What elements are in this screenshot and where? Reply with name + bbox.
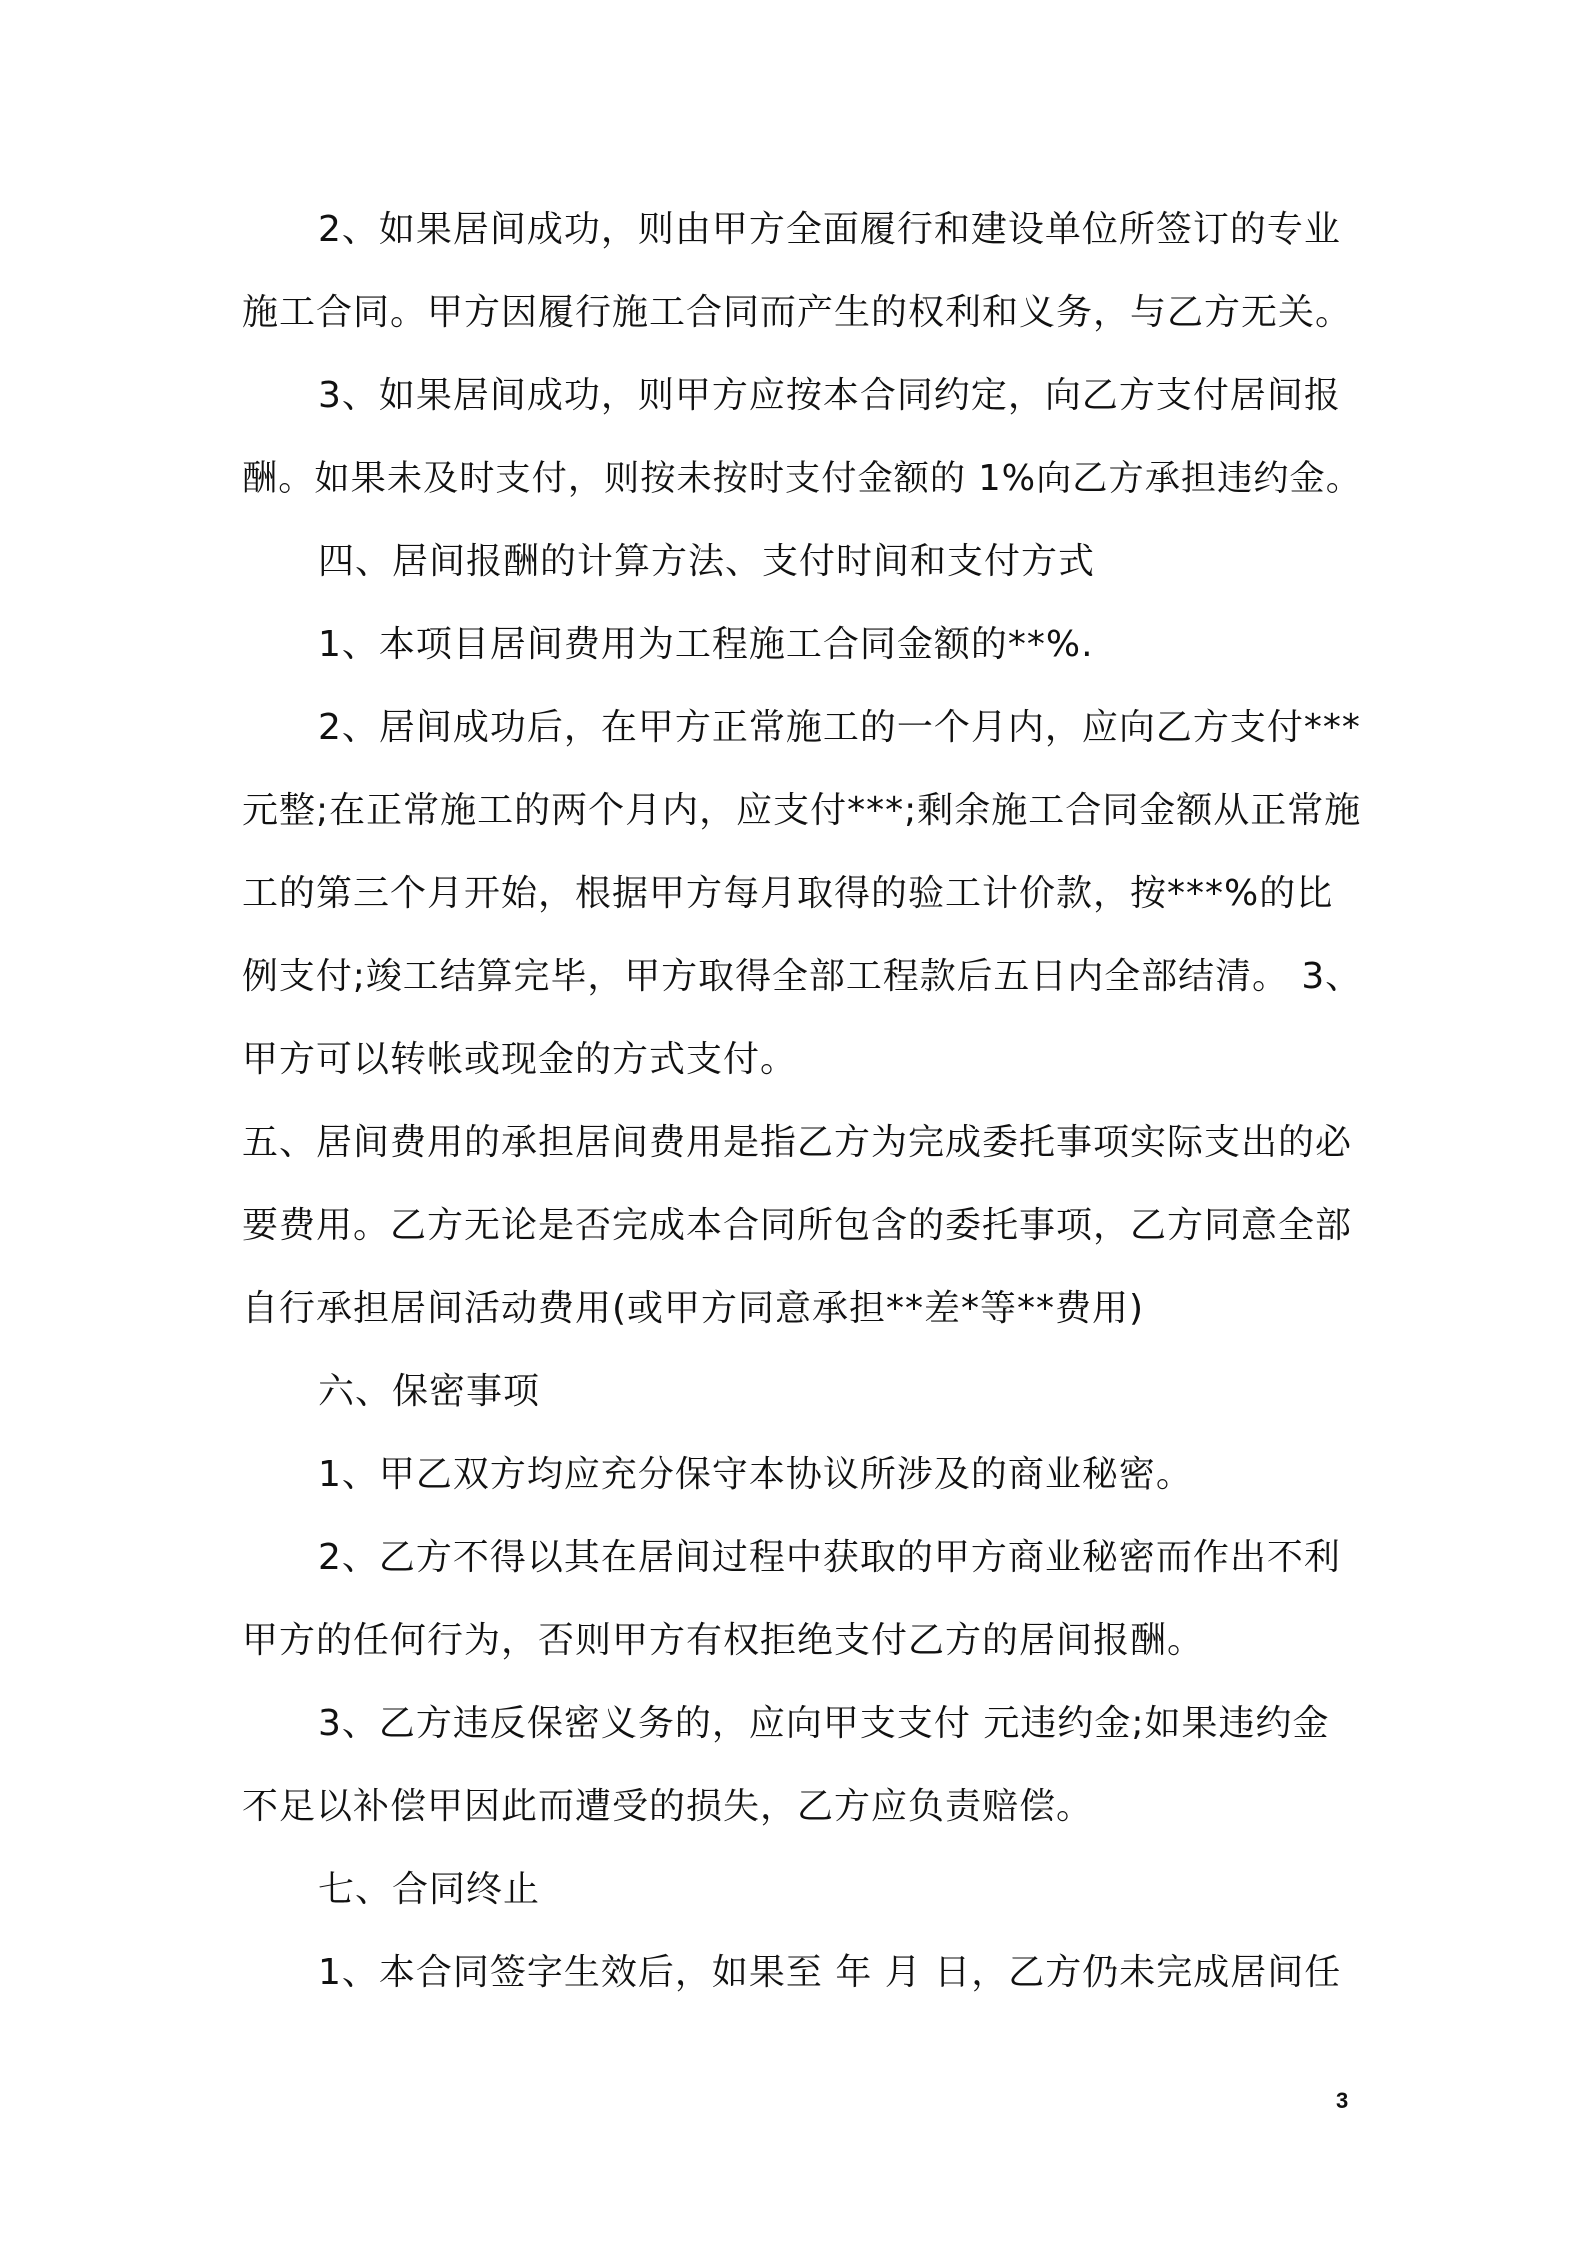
text-line: 3、如果居间成功，则甲方应按本合同约定，向乙方支付居间报 [318, 375, 1341, 416]
text-line: 要费用。乙方无论是否完成本合同所包含的委托事项，乙方同意全部 [242, 1205, 1353, 1246]
text-line: 自行承担居间活动费用(或甲方同意承担**差*等**费用) [242, 1288, 1145, 1329]
text-line: 2、乙方不得以其在居间过程中获取的甲方商业秘密而作出不利 [318, 1537, 1341, 1578]
text-line: 不足以补偿甲因此而遭受的损失，乙方应负责赔偿。 [242, 1786, 1094, 1827]
text-line: 2、居间成功后，在甲方正常施工的一个月内，应向乙方支付*** [318, 707, 1361, 748]
text-line: 施工合同。甲方因履行施工合同而产生的权利和义务，与乙方无关。 [242, 292, 1353, 333]
text-line: 1、甲乙双方均应充分保守本协议所涉及的商业秘密。 [318, 1454, 1193, 1495]
text-line: 元整;在正常施工的两个月内，应支付***;剩余施工合同金额从正常施 [242, 790, 1362, 831]
text-line: 3、乙方违反保密义务的，应向甲支支付 元违约金;如果违约金 [318, 1703, 1330, 1744]
section-heading: 七、合同终止 [318, 1869, 541, 1910]
section-heading: 五、居间费用的承担居间费用是指乙方为完成委托事项实际支出的必 [242, 1122, 1353, 1163]
text-line: 1、本项目居间费用为工程施工合同金额的**%. [318, 624, 1094, 665]
text-line: 例支付;竣工结算完毕，甲方取得全部工程款后五日内全部结清。 3、 [242, 956, 1363, 997]
text-line: 工的第三个月开始，根据甲方每月取得的验工计价款，按***%的比 [242, 873, 1334, 914]
text-line: 1、本合同签字生效后，如果至 年 月 日，乙方仍未完成居间任 [318, 1952, 1342, 1993]
text-line: 酬。如果未及时支付，则按未按时支付金额的 1%向乙方承担违约金。 [242, 458, 1362, 499]
text-line: 甲方可以转帐或现金的方式支付。 [242, 1039, 798, 1080]
page-number: 3 [1336, 2088, 1349, 2113]
section-heading: 六、保密事项 [318, 1371, 541, 1412]
text-line: 2、如果居间成功，则由甲方全面履行和建设单位所签订的专业 [318, 209, 1341, 250]
section-heading: 四、居间报酬的计算方法、支付时间和支付方式 [318, 541, 1096, 582]
text-line: 甲方的任何行为，否则甲方有权拒绝支付乙方的居间报酬。 [242, 1620, 1205, 1661]
